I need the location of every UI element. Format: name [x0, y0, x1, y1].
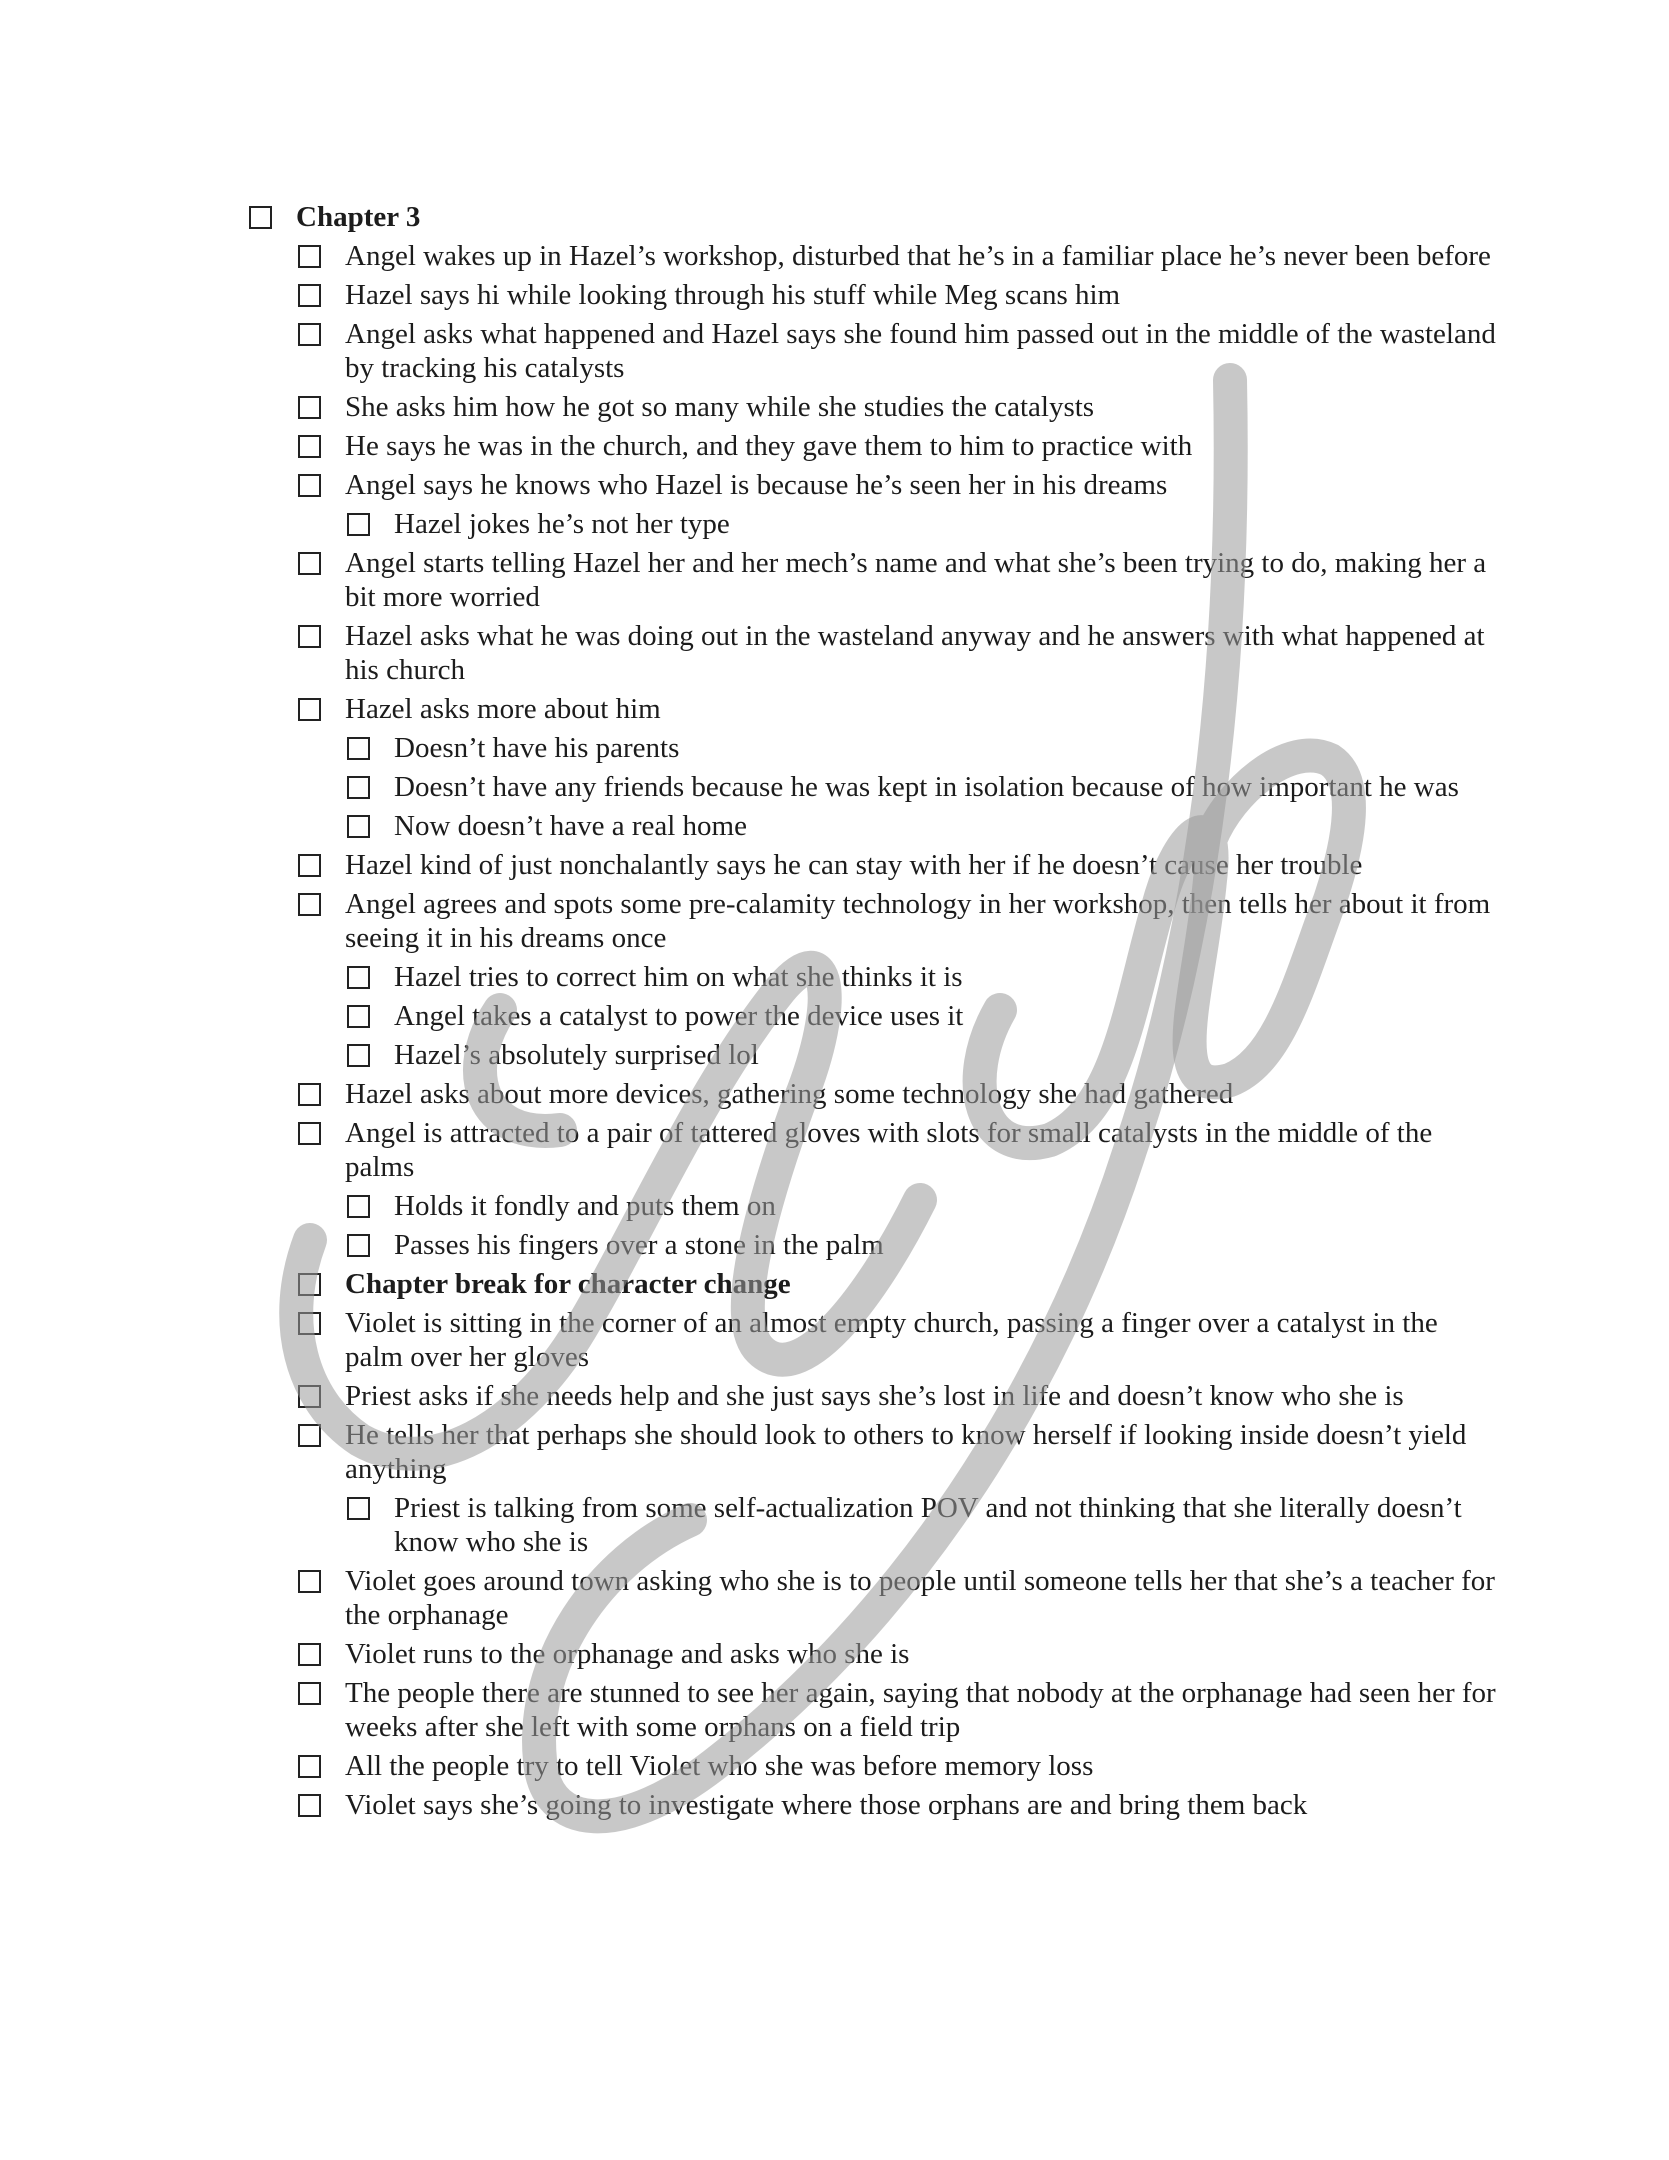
- checklist-item: [248, 692, 1498, 726]
- checkbox-icon[interactable]: [347, 1234, 370, 1257]
- item-text: Angel agrees and spots some pre-calamity technology in her workshop, then tells her about it from seeing it in his dreams once: [345, 888, 1491, 954]
- item-text: Priest is talking from some self-actualization POV and not thinking that she literally doesn’t know who she is: [394, 1492, 1462, 1558]
- item-text: Hazel asks about more devices, gathering some technology she had gathered: [345, 1078, 1234, 1110]
- item-text: Chapter break for character change: [345, 1268, 791, 1300]
- chapter-heading-item: [248, 200, 1498, 234]
- item-text: Angel asks what happened and Hazel says she found him passed out in the middle of the wasteland by tracking his catalysts: [345, 318, 1496, 384]
- checkbox-icon[interactable]: [347, 737, 370, 760]
- checklist-subitem: [248, 999, 1498, 1033]
- checklist-item: [248, 1788, 1498, 1822]
- checklist-item: [248, 1306, 1498, 1374]
- item-text: Passes his fingers over a stone in the palm: [394, 1229, 884, 1261]
- checkbox-icon[interactable]: [347, 966, 370, 989]
- checkbox-icon[interactable]: [298, 1794, 321, 1817]
- checklist-item: [248, 848, 1498, 882]
- checklist-subitem: [248, 960, 1498, 994]
- item-text: Holds it fondly and puts them on: [394, 1190, 776, 1222]
- checklist-subitem: [248, 1491, 1498, 1559]
- checklist-item: [248, 239, 1498, 273]
- checkbox-icon[interactable]: [298, 1122, 321, 1145]
- item-text: She asks him how he got so many while she studies the catalysts: [345, 391, 1095, 423]
- item-text: Doesn’t have any friends because he was kept in isolation because of how important he was: [394, 771, 1459, 803]
- checkbox-icon[interactable]: [298, 1682, 321, 1705]
- checklist-item: [248, 1267, 1498, 1301]
- checklist-item: [248, 278, 1498, 312]
- item-text: Doesn’t have his parents: [394, 732, 680, 764]
- checklist-subitem: [248, 1038, 1498, 1072]
- checklist-item: [248, 546, 1498, 614]
- item-text: Now doesn’t have a real home: [394, 810, 747, 842]
- checkbox-icon[interactable]: [298, 1083, 321, 1106]
- item-text: He tells her that perhaps she should look to others to know herself if looking inside doesn’t yield anything: [345, 1419, 1467, 1485]
- checkbox-icon[interactable]: [298, 323, 321, 346]
- checkbox-icon[interactable]: [347, 1044, 370, 1067]
- item-text: Violet runs to the orphanage and asks who she is: [345, 1638, 910, 1670]
- checkbox-icon[interactable]: [298, 245, 321, 268]
- checklist-item: [248, 429, 1498, 463]
- checkbox-icon[interactable]: [298, 1385, 321, 1408]
- item-text: Angel takes a catalyst to power the device uses it: [394, 1000, 964, 1032]
- item-text: Hazel tries to correct him on what she thinks it is: [394, 961, 963, 993]
- checkbox-icon[interactable]: [298, 1570, 321, 1593]
- checklist-item: [248, 1379, 1498, 1413]
- checkbox-icon[interactable]: [298, 1755, 321, 1778]
- item-text: Violet goes around town asking who she is to people until someone tells her that she’s a teacher for the orphanage: [345, 1565, 1495, 1631]
- checkbox-icon[interactable]: [298, 1424, 321, 1447]
- checkbox-icon[interactable]: [347, 1195, 370, 1218]
- checklist-subitem: [248, 507, 1498, 541]
- checkbox-icon[interactable]: [249, 206, 272, 229]
- checklist-subitem: [248, 731, 1498, 765]
- item-text: Hazel’s absolutely surprised lol: [394, 1039, 759, 1071]
- checklist-outline: [248, 200, 1498, 1827]
- item-text: Priest asks if she needs help and she just says she’s lost in life and doesn’t know who she is: [345, 1380, 1404, 1412]
- item-text: Violet is sitting in the corner of an almost empty church, passing a finger over a catalyst in the palm over her gloves: [345, 1307, 1438, 1373]
- item-text: All the people try to tell Violet who she was before memory loss: [345, 1750, 1094, 1782]
- checkbox-icon[interactable]: [298, 1643, 321, 1666]
- checkbox-icon[interactable]: [298, 552, 321, 575]
- checklist-item: [248, 619, 1498, 687]
- checkbox-icon[interactable]: [347, 1497, 370, 1520]
- checkbox-icon[interactable]: [298, 435, 321, 458]
- item-text: Angel starts telling Hazel her and her mech’s name and what she’s been trying to do, making her a bit more worried: [345, 547, 1487, 613]
- checklist-subitem: [248, 1228, 1498, 1262]
- checklist-item: [248, 1418, 1498, 1486]
- item-text: Chapter 3: [296, 201, 421, 233]
- checklist-item: [248, 887, 1498, 955]
- item-text: Hazel jokes he’s not her type: [394, 508, 730, 540]
- item-text: He says he was in the church, and they gave them to him to practice with: [345, 430, 1193, 462]
- checklist-item: [248, 390, 1498, 424]
- checklist-item: [248, 1077, 1498, 1111]
- checklist-item: [248, 1637, 1498, 1671]
- checkbox-icon[interactable]: [347, 1005, 370, 1028]
- checkbox-icon[interactable]: [347, 815, 370, 838]
- checklist-subitem: [248, 809, 1498, 843]
- item-text: Angel wakes up in Hazel’s workshop, disturbed that he’s in a familiar place he’s never been before: [345, 240, 1491, 272]
- checklist-item: [248, 1676, 1498, 1744]
- checklist-item: [248, 468, 1498, 502]
- item-text: Angel says he knows who Hazel is because he’s seen her in his dreams: [345, 469, 1168, 501]
- checkbox-icon[interactable]: [298, 396, 321, 419]
- checkbox-icon[interactable]: [298, 474, 321, 497]
- checklist-subitem: [248, 770, 1498, 804]
- item-text: Hazel asks more about him: [345, 693, 661, 725]
- checkbox-icon[interactable]: [298, 284, 321, 307]
- item-text: The people there are stunned to see her again, saying that nobody at the orphanage had seen her for weeks after she left with some orphans on a field trip: [345, 1677, 1496, 1743]
- checklist-item: [248, 1749, 1498, 1783]
- checkbox-icon[interactable]: [298, 1312, 321, 1335]
- checklist-subitem: [248, 1189, 1498, 1223]
- checkbox-icon[interactable]: [298, 854, 321, 877]
- item-text: Hazel kind of just nonchalantly says he can stay with her if he doesn’t cause her trouble: [345, 849, 1363, 881]
- item-text: Hazel asks what he was doing out in the wasteland anyway and he answers with what happened at his church: [345, 620, 1485, 686]
- checkbox-icon[interactable]: [347, 513, 370, 536]
- item-text: Violet says she’s going to investigate where those orphans are and bring them back: [345, 1789, 1308, 1821]
- checklist-item: [248, 1564, 1498, 1632]
- item-text: Hazel says hi while looking through his stuff while Meg scans him: [345, 279, 1121, 311]
- checkbox-icon[interactable]: [298, 893, 321, 916]
- checkbox-icon[interactable]: [347, 776, 370, 799]
- checkbox-icon[interactable]: [298, 698, 321, 721]
- item-text: Angel is attracted to a pair of tattered gloves with slots for small catalysts in the middle of the palms: [345, 1117, 1433, 1183]
- checkbox-icon[interactable]: [298, 625, 321, 648]
- checklist-item: [248, 317, 1498, 385]
- checkbox-icon[interactable]: [298, 1273, 321, 1296]
- checklist-item: [248, 1116, 1498, 1184]
